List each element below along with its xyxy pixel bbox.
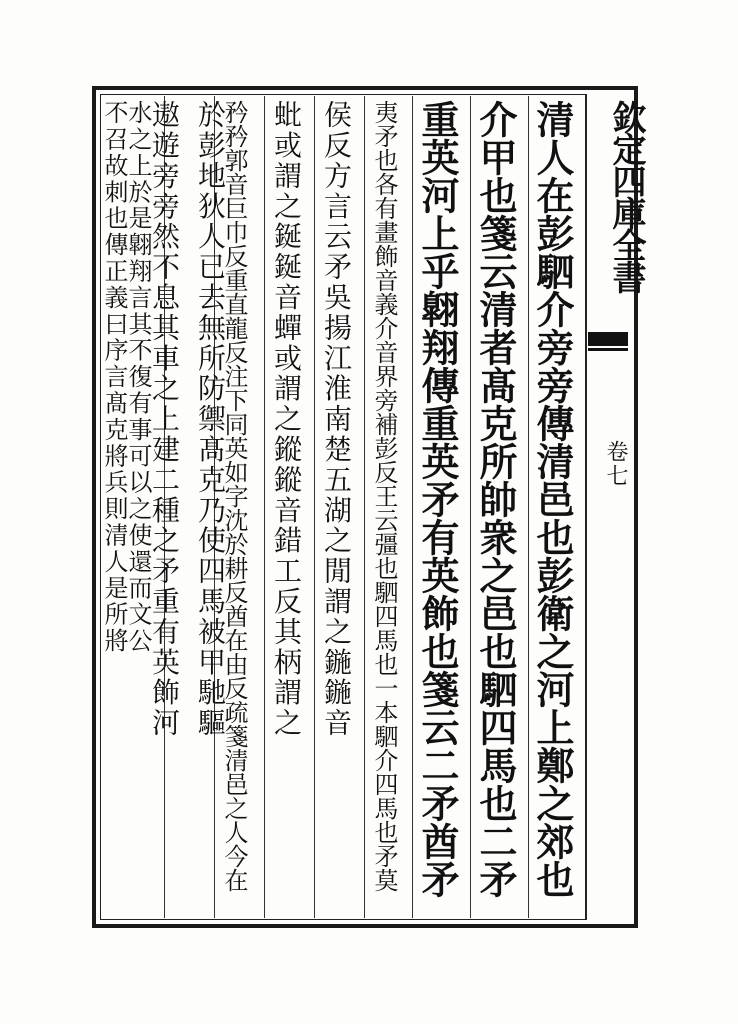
comment-column-5: 於彭地狄人已去無所防禦髙克乃使四馬被甲馳驅 <box>194 100 227 739</box>
comment-column-1: 夷矛也各有畫飾音義介音界旁補彭反王云彊也駟四馬也一本駟介四馬也矛莫 <box>370 100 398 892</box>
comment-column-3: 蚍或謂之鋋鋋音蟬或謂之鏦鏦音錯工反其柄謂之 <box>270 100 303 739</box>
comment-column-2: 侯反方言云矛吳揚江淮南楚五湖之閒謂之鍦鍦音 <box>320 100 353 739</box>
comment-column-6: 遨遊旁旁然不息其車之上建二種之矛重有英飾河 <box>148 100 181 739</box>
column-divider <box>528 96 529 918</box>
margin-rule <box>586 94 587 920</box>
text-column-2: 介甲也箋云清者髙克所帥衆之邑也駟四馬也二矛 <box>473 100 518 898</box>
juan-label: 卷七 <box>603 440 628 488</box>
fishtail-mark-lower <box>588 348 628 351</box>
comment-column-4: 矜矜郭音巨巾反重直龍反注下同英如字沈於耕反酋在由反疏箋清邑之人今在 <box>220 100 248 892</box>
column-divider <box>470 96 471 918</box>
column-divider <box>264 96 265 918</box>
text-column-3: 重英河上乎翺翔傳重英矛有英飾也箋云二矛酋矛 <box>415 100 460 898</box>
text-column-1: 清人在彭駟介旁旁傳清邑也彭衛之河上鄭之郊也 <box>530 100 575 898</box>
collection-title: 欽定四庫全書 <box>606 100 646 292</box>
column-divider <box>314 96 315 918</box>
comment-column-7: 水之上於是翺翔言其不復有事可以之使還而文公 <box>124 100 152 655</box>
comment-column-8: 不召故刺也傳正義曰序言髙克將兵則清人是所將 <box>100 100 128 655</box>
column-divider <box>412 96 413 918</box>
fishtail-mark <box>588 332 628 346</box>
column-divider <box>364 96 365 918</box>
